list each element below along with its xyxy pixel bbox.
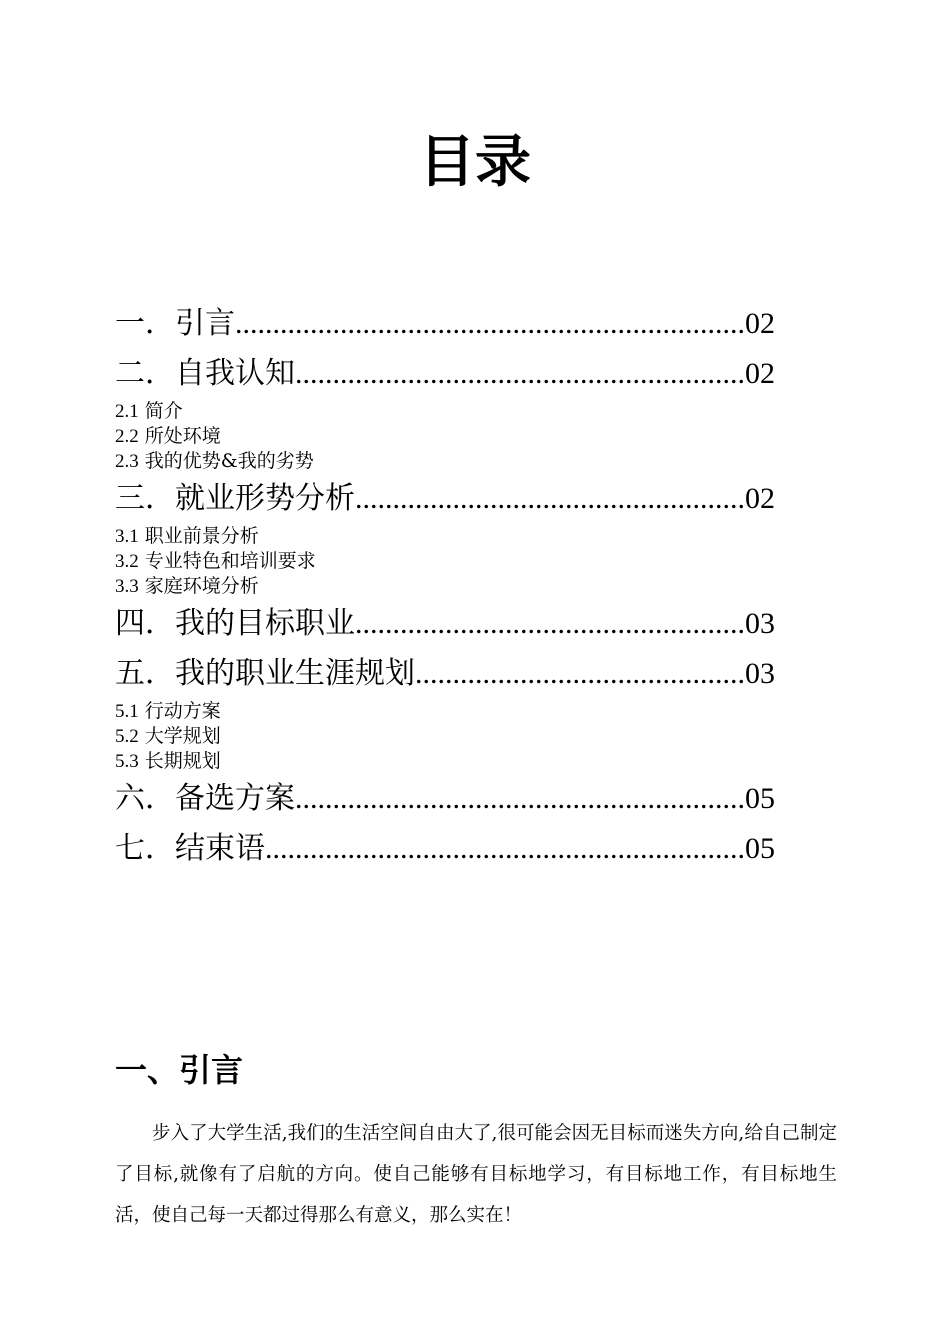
toc-entry-5[interactable] [115,649,775,699]
toc-subentry-5-2[interactable] [115,724,775,749]
toc-entry-label: 就业形势分析 [175,481,355,516]
toc-subentry-number: 5.2 [115,726,139,747]
toc-entry-label: 结束语 [175,831,265,866]
toc-subentry-3-2[interactable] [115,549,775,574]
toc-entry-number: 四． [115,606,175,641]
toc-subentry-2-2[interactable] [115,424,775,449]
toc-subentry-number: 3.2 [115,551,139,572]
body-paragraph: 步入了大学生活,我们的生活空间自由大了,很可能会因无目标而迷失方向,给自己制定了目标,就像有了启航的方向。使自己能够有目标地学习，有目标地工作，有目标地生活，使自己每一天都过得那么有意义，那么实在！ [115,1123,837,1226]
section-heading: 一、引言 [115,1051,244,1089]
toc-subentry-5-3[interactable] [115,749,775,774]
toc-dot-leader [355,474,745,524]
toc-entry-7[interactable] [115,824,775,874]
toc-entry-page: 05 [745,832,775,865]
toc-subentry-number: 3.1 [115,526,139,547]
toc-entry-page: 02 [745,307,775,340]
toc-entry-4[interactable] [115,599,775,649]
toc-entry-number: 一． [115,306,175,341]
toc-entry-label: 我的目标职业 [175,606,355,641]
toc-subentry-number: 5.3 [115,751,139,772]
toc-entry-label: 引言 [175,306,235,341]
toc-subentry-label: 家庭环境分析 [144,575,259,597]
toc-subentry-2-3[interactable] [115,449,775,474]
toc-subentry-2-1[interactable] [115,399,775,424]
toc-entry-2[interactable] [115,349,775,399]
toc-entry-label: 我的职业生涯规划 [175,656,415,691]
toc-entry-label: 备选方案 [175,781,295,816]
toc-dot-leader [295,774,745,824]
toc-entry-6[interactable] [115,774,775,824]
toc-subentry-3-3[interactable] [115,574,775,599]
toc-entry-3[interactable] [115,474,775,524]
toc-subentry-3-1[interactable] [115,524,775,549]
toc-subentry-label: 所处环境 [144,425,221,447]
toc-entry-page: 05 [745,782,775,815]
toc-subentry-label: 长期规划 [144,750,221,772]
toc-subentry-number: 3.3 [115,576,139,597]
toc-entry-page: 02 [745,482,775,515]
toc-entry-page: 03 [745,607,775,640]
toc-dot-leader [265,824,745,874]
toc-subentry-label: 简介 [144,400,183,422]
toc-entry-number: 五． [115,656,175,691]
toc-subentry-label: 大学规划 [144,725,221,747]
page-title: 目录 [419,129,531,195]
toc-dot-leader [355,599,745,649]
toc-subentry-label: 我的优势&我的劣势 [144,450,314,472]
toc-subentry-label: 专业特色和培训要求 [144,550,316,572]
toc-subentry-number: 2.1 [115,401,139,422]
toc-subentry-5-1[interactable] [115,699,775,724]
toc-dot-leader [235,299,745,349]
toc-entry-number: 三． [115,481,175,516]
toc-entry-number: 七． [115,831,175,866]
toc-entry-number: 六． [115,781,175,816]
table-of-contents [115,299,775,874]
toc-subentry-number: 5.1 [115,701,139,722]
toc-entry-label: 自我认知 [175,356,295,391]
toc-subentry-label: 职业前景分析 [144,525,259,547]
toc-dot-leader [415,649,745,699]
toc-dot-leader [295,349,745,399]
toc-subentry-number: 2.3 [115,451,139,472]
toc-subentry-label: 行动方案 [144,700,221,722]
toc-entry-number: 二． [115,356,175,391]
toc-entry-1[interactable] [115,299,775,349]
toc-entry-page: 03 [745,657,775,690]
toc-subentry-number: 2.2 [115,426,139,447]
toc-entry-page: 02 [745,357,775,390]
